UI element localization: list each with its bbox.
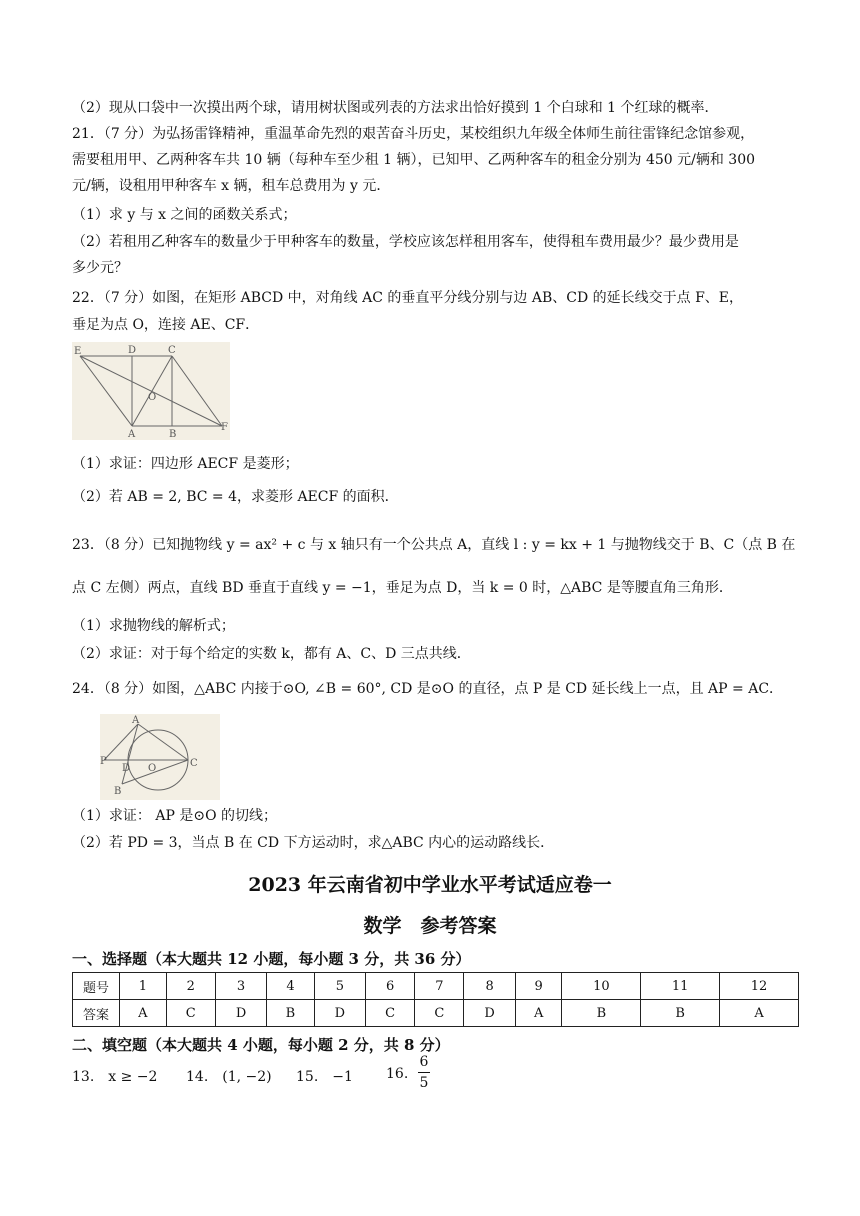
label-O: O	[148, 392, 157, 403]
table-cell: B	[267, 1000, 314, 1027]
circle-figure-svg	[100, 714, 220, 800]
q24-sub1: （1）求证： AP 是⊙O 的切线；	[72, 808, 277, 824]
table-row	[73, 973, 799, 1000]
answer-table	[72, 972, 799, 1027]
fraction-numerator: 6	[419, 1054, 429, 1070]
table-cell: 题号	[73, 973, 120, 1000]
q20-part2: （2）现从口袋中一次摸出两个球，请用树状图或列表的方法求出恰好摸到 1 个白球和 1 个红球的概率．	[72, 100, 719, 116]
label-B: B	[169, 429, 177, 440]
q23-sub1: （1）求抛物线的解析式；	[72, 618, 235, 634]
label-C: C	[168, 345, 176, 356]
table-cell: 9	[515, 973, 562, 1000]
rectangle-figure-svg	[72, 342, 230, 440]
label-F: F	[221, 422, 228, 433]
section-choice-heading: 一、选择题（本大题共 12 小题，每小题 3 分，共 36 分）	[72, 950, 471, 968]
answer-q16-label: 16.	[386, 1066, 409, 1082]
table-cell: C	[366, 1000, 415, 1027]
label-D: D	[122, 763, 131, 774]
table-cell: A	[515, 1000, 562, 1027]
table-cell: A	[120, 1000, 167, 1027]
rectangle-figure	[72, 342, 230, 440]
q24-line1: 24．（8 分）如图，△ABC 内接于⊙O, ∠B = 60°, CD 是⊙O 的直径，点 P 是 CD 延长线上一点，且 AP = AC．	[72, 681, 784, 697]
q21-line2: 需要租用甲、乙两种客车共 10 辆（每种车至少租 1 辆），已知甲、乙两种客车的租金分别为 450 元/辆和 300	[72, 152, 756, 168]
table-cell: D	[464, 1000, 515, 1027]
label-B: B	[114, 786, 122, 797]
table-cell: 12	[720, 973, 799, 1000]
q21-sub1: （1）求 y 与 x 之间的函数关系式；	[72, 207, 297, 223]
table-cell: 6	[366, 973, 415, 1000]
answer-q15: 15. −1	[296, 1069, 353, 1085]
fraction-denominator: 5	[419, 1075, 429, 1091]
table-cell: B	[562, 1000, 641, 1027]
label-P: P	[100, 756, 107, 767]
table-cell: 7	[415, 973, 464, 1000]
label-E: E	[74, 346, 82, 357]
answer-q16-fraction	[416, 1054, 432, 1091]
table-cell: C	[166, 1000, 215, 1027]
table-cell: 2	[166, 973, 215, 1000]
q22-sub2: （2）若 AB = 2, BC = 4，求菱形 AECF 的面积．	[72, 489, 399, 505]
page-title: 2023 年云南省初中学业水平考试适应卷一	[248, 874, 612, 896]
q23-line2: 点 C 左侧）两点，直线 BD 垂直于直线 y = −1，垂足为点 D，当 k = 0 时，△ABC 是等腰直角三角形．	[72, 580, 733, 596]
label-A: A	[128, 429, 136, 440]
table-cell: C	[415, 1000, 464, 1027]
table-cell: 4	[267, 973, 314, 1000]
q24-sub2: （2）若 PD = 3，当点 B 在 CD 下方运动时，求△ABC 内心的运动路线长．	[72, 835, 555, 851]
q22-line1: 22．（7 分）如图，在矩形 ABCD 中，对角线 AC 的垂直平分线分别与边 AB、CD 的延长线交于点 F、E，	[72, 290, 744, 306]
q21-line3: 元/辆，设租用甲种客车 x 辆，租车总费用为 y 元．	[72, 178, 391, 194]
answer-q13: 13. x ≥ −2	[72, 1069, 158, 1085]
q23-line1: 23．（8 分）已知抛物线 y = ax² + c 与 x 轴只有一个公共点 A，直线 l : y = kx + 1 与抛物线交于 B、C（点 B 在	[72, 537, 796, 553]
table-cell: 答案	[73, 1000, 120, 1027]
label-A: A	[132, 715, 140, 726]
table-cell: 3	[215, 973, 266, 1000]
page-subtitle: 数学 参考答案	[363, 915, 497, 937]
label-O: O	[148, 763, 157, 774]
label-C: C	[190, 758, 198, 769]
fraction-bar	[418, 1072, 430, 1073]
table-cell: D	[215, 1000, 266, 1027]
q22-sub1: （1）求证：四边形 AECF 是菱形；	[72, 456, 299, 472]
q22-line2: 垂足为点 O，连接 AE、CF．	[72, 317, 260, 333]
circle-figure	[100, 714, 220, 800]
q21-line1: 21．（7 分）为弘扬雷锋精神，重温革命先烈的艰苦奋斗历史，某校组织九年级全体师生前往雷锋纪念馆参观，	[72, 126, 755, 142]
section-fill-heading: 二、填空题（本大题共 4 小题，每小题 2 分，共 8 分）	[72, 1036, 450, 1054]
q21-sub2a: （2）若租用乙种客车的数量少于甲种客车的数量，学校应该怎样租用客车，使得租车费用最少？最少费用是	[72, 234, 739, 250]
table-cell: 8	[464, 973, 515, 1000]
table-cell: 1	[120, 973, 167, 1000]
table-cell: 11	[641, 973, 720, 1000]
table-cell: D	[314, 1000, 365, 1027]
table-cell: 10	[562, 973, 641, 1000]
table-cell: 5	[314, 973, 365, 1000]
table-cell: A	[720, 1000, 799, 1027]
q23-sub2: （2）求证：对于每个给定的实数 k，都有 A、C、D 三点共线．	[72, 646, 471, 662]
q21-sub2b: 多少元？	[72, 260, 128, 276]
label-D: D	[128, 345, 137, 356]
answer-q14: 14. (1, −2)	[186, 1069, 272, 1085]
table-cell: B	[641, 1000, 720, 1027]
table-row	[73, 1000, 799, 1027]
